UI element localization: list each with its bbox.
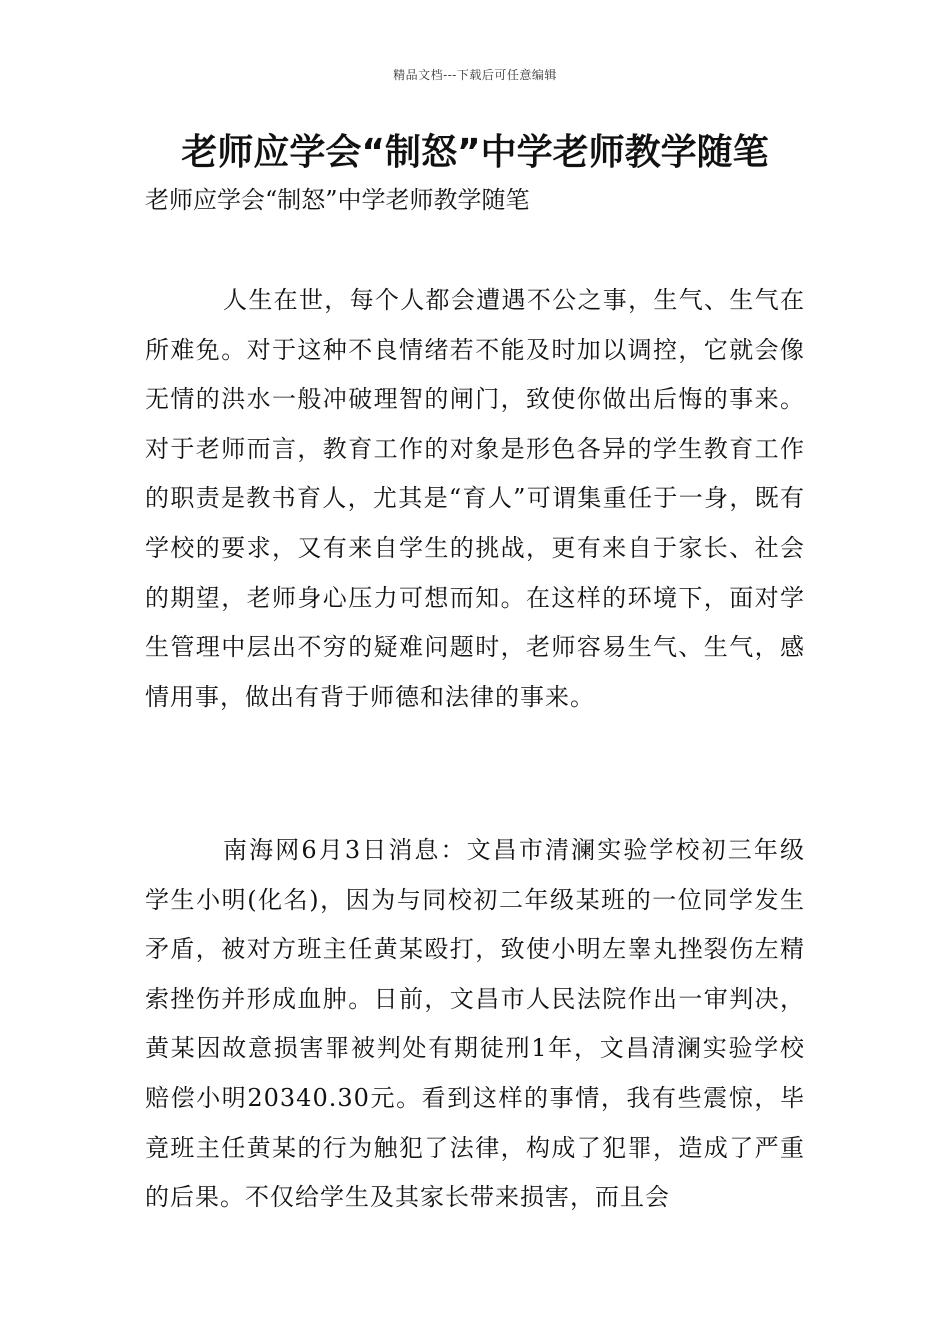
body-paragraph-1: 人生在世，每个人都会遭遇不公之事，生气、生气在所难免。对于这种不良情绪若不能及时加以调控，它就会像无情的洪水一般冲破理智的闸门，致使你做出后悔的事来。对于老师而言，教育工作的对象是形色各异的学生教育工作的职责是教书育人，尤其是“育人”可谓集重任于一身，既有学校的要求，又有来自学生的挑战，更有来自于家长、社会的期望，老师身心压力可想而知。在这样的环境下，面对学生管理中层出不穷的疑难问题时，老师容易生气、生气，感情用事，做出有背于师德和法律的事来。 xyxy=(145,286,805,711)
header-note: 精品文档---下载后可任意编辑 xyxy=(393,68,557,82)
body-paragraph-2: 南海网6月3日消息：文昌市清澜实验学校初三年级学生小明(化名)，因为与同校初二年级某班的一位同学发生矛盾，被对方班主任黄某殴打，致使小明左睾丸挫裂伤左精索挫伤并形成血肿。日前，文昌市人民法院作出一审判决，黄某因故意损害罪被判处有期徒刑1年，文昌清澜实验学校赔偿小明20340.30元。看到这样的事情，我有些震惊，毕竟班主任黄某的行为触犯了法律，构成了犯罪，造成了严重的后果。不仅给学生及其家长带来损害，而且会 xyxy=(145,836,805,1212)
document-subtitle: 老师应学会“制怒”中学老师教学随笔 xyxy=(145,186,530,214)
document-title: 老师应学会“制怒”中学老师教学随笔 xyxy=(181,132,769,173)
